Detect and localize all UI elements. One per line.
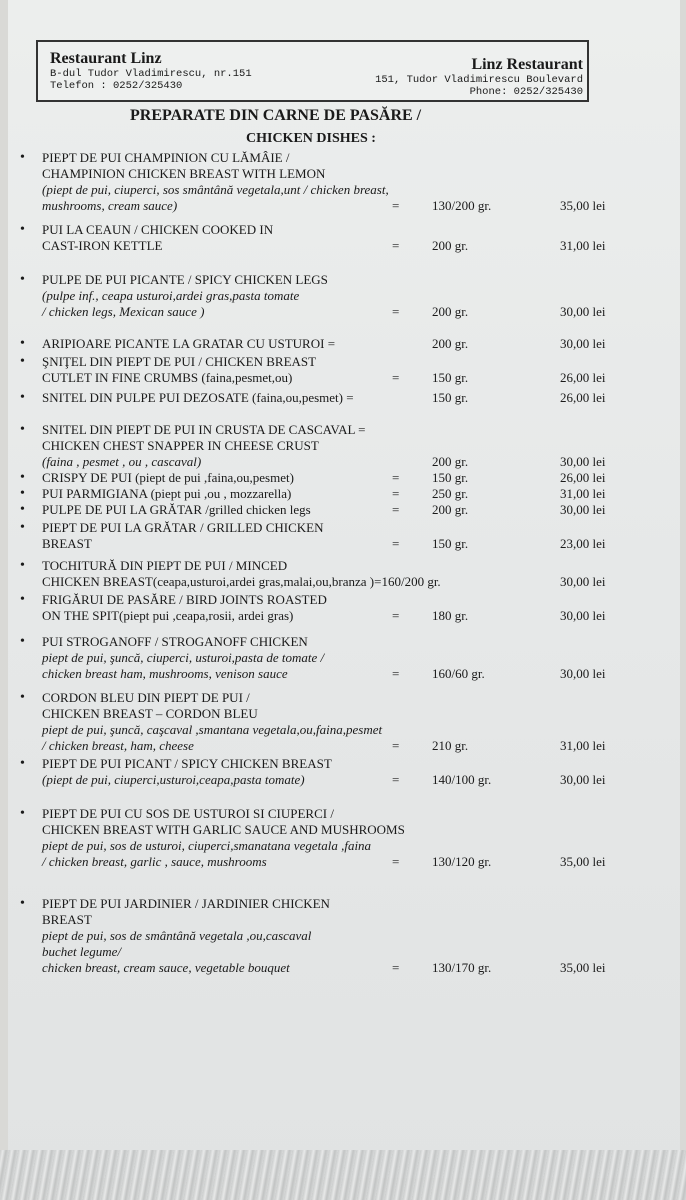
phone-ro: Telefon : 0252/325430: [50, 80, 183, 92]
line-text: BREAST: [42, 536, 92, 551]
address-ro: B-dul Tudor Vladimirescu, nr.151: [50, 68, 252, 80]
equals-sign: =: [392, 502, 400, 517]
line-text: CHICKEN BREAST(ceapa,usturoi,ardei gras,malai,ou,branza )=160/200 gr.: [42, 574, 441, 589]
equals-sign: =: [392, 198, 400, 213]
line-text: CHICKEN BREAST WITH GARLIC SAUCE AND MUSHROOMS: [42, 822, 405, 837]
equals-sign: =: [392, 854, 400, 869]
menu-item: [20, 336, 670, 352]
line-text: ARIPIOARE PICANTE LA GRATAR CU USTUROI =: [42, 336, 336, 351]
dish-weight: 210 gr.: [432, 738, 469, 753]
line-text: ON THE SPIT(piept pui ,ceapa,rosii, ardei gras): [42, 608, 294, 623]
line-text: PUI PARMIGIANA (piept pui ,ou , mozzarella): [42, 486, 292, 501]
dish-weight: 150 gr.: [432, 536, 469, 551]
dish-description: [20, 838, 670, 854]
dish-name: [20, 520, 670, 536]
equals-sign: =: [392, 304, 400, 319]
bullet-icon: •: [20, 336, 25, 351]
dish-weight: 150 gr.: [432, 390, 469, 405]
dish-description: [20, 722, 670, 738]
line-text: CHICKEN BREAST – CORDON BLEU: [42, 706, 258, 721]
dish-weight: 200 gr.: [432, 454, 469, 469]
dish-name: [20, 422, 670, 438]
line-text: CUTLET IN FINE CRUMBS (faina,pesmet,ou): [42, 370, 293, 385]
line-text: SNITEL DIN PIEPT DE PUI IN CRUSTA DE CASCAVAL =: [42, 422, 366, 437]
dish-name: [20, 150, 670, 166]
dish-price: 35,00 lei: [560, 960, 606, 975]
menu-item: [20, 520, 670, 552]
address-en: 151, Tudor Vladimirescu Boulevard: [375, 74, 583, 86]
dish-description: [20, 912, 670, 928]
dish-name: [20, 272, 670, 288]
dish-name: [20, 592, 670, 608]
bullet-icon: •: [20, 520, 25, 535]
dish-description: [20, 288, 670, 304]
menu-item: [20, 690, 670, 754]
dish-price: 31,00 lei: [560, 738, 606, 753]
menu-item: [20, 422, 670, 470]
line-text: FRIGĂRUI DE PASĂRE / BIRD JOINTS ROASTED: [42, 592, 327, 607]
bullet-icon: •: [20, 272, 25, 287]
line-text: PIEPT DE PUI CHAMPINION CU LĂMÂIE /: [42, 150, 290, 165]
restaurant-name-en: Linz Restaurant: [471, 56, 583, 73]
line-text: PIEPT DE PUI LA GRĂTAR / GRILLED CHICKEN: [42, 520, 324, 535]
dish-description: [20, 928, 670, 944]
equals-sign: =: [392, 666, 400, 681]
equals-sign: =: [392, 470, 400, 485]
menu-item: [20, 390, 670, 406]
dish-price: 30,00 lei: [560, 336, 606, 351]
line-text: PUI LA CEAUN / CHICKEN COOKED IN: [42, 222, 274, 237]
line-text: PIEPT DE PUI PICANT / SPICY CHICKEN BREAST: [42, 756, 332, 771]
bullet-icon: •: [20, 470, 25, 485]
dish-description: [20, 182, 670, 198]
line-text: CRISPY DE PUI (piept de pui ,faina,ou,pesmet): [42, 470, 294, 485]
line-text: (faina , pesmet , ou , cascaval): [42, 454, 202, 469]
line-text: piept de pui, sos de usturoi, ciuperci,smanatana vegetala ,faina: [42, 838, 372, 853]
line-text: SNITEL DIN PULPE PUI DEZOSATE (faina,ou,pesmet) =: [42, 390, 354, 405]
bullet-icon: •: [20, 502, 25, 517]
equals-sign: =: [392, 960, 400, 975]
dish-weight: 180 gr.: [432, 608, 469, 623]
menu-item: [20, 150, 670, 214]
line-text: PULPE DE PUI LA GRĂTAR /grilled chicken legs: [42, 502, 311, 517]
line-text: chicken breast ham, mushrooms, venison sauce: [42, 666, 288, 681]
bullet-icon: •: [20, 222, 25, 237]
dish-description: [20, 650, 670, 666]
dish-price: 30,00 lei: [560, 666, 606, 681]
line-text: CORDON BLEU DIN PIEPT DE PUI /: [42, 690, 250, 705]
bullet-icon: •: [20, 558, 25, 573]
line-text: chicken breast, cream sauce, vegetable bouquet: [42, 960, 290, 975]
dish-description: [20, 438, 670, 454]
dish-price: 26,00 lei: [560, 470, 606, 485]
dish-weight: 200 gr.: [432, 336, 469, 351]
line-text: buchet legume/: [42, 944, 122, 959]
dish-price: 35,00 lei: [560, 854, 606, 869]
plastic-sleeve-edge: [0, 1150, 686, 1200]
equals-sign: =: [392, 370, 400, 385]
bullet-icon: •: [20, 634, 25, 649]
dish-weight: 200 gr.: [432, 304, 469, 319]
line-text: / chicken legs, Mexican sauce ): [42, 304, 205, 319]
bullet-icon: •: [20, 592, 25, 607]
dish-price: 26,00 lei: [560, 390, 606, 405]
line-text: BREAST: [42, 912, 92, 927]
dish-name: [20, 634, 670, 650]
dish-name: [20, 756, 670, 772]
menu-item: [20, 896, 670, 976]
dish-name: [20, 896, 670, 912]
dish-description: [20, 706, 670, 722]
line-text: TOCHITURĂ DIN PIEPT DE PUI / MINCED: [42, 558, 288, 573]
menu-item: [20, 558, 670, 590]
bullet-icon: •: [20, 390, 25, 405]
dish-price: 30,00 lei: [560, 502, 606, 517]
line-text: CAST-IRON KETTLE: [42, 238, 163, 253]
dish-price: 30,00 lei: [560, 454, 606, 469]
line-text: PUI STROGANOFF / STROGANOFF CHICKEN: [42, 634, 308, 649]
dish-name: [20, 354, 670, 370]
dish-description: [20, 166, 670, 182]
line-text: (pulpe inf., ceapa usturoi,ardei gras,pasta tomate: [42, 288, 300, 303]
dish-weight: 140/100 gr.: [432, 772, 492, 787]
equals-sign: =: [392, 738, 400, 753]
menu-item: [20, 756, 670, 788]
line-text: PIEPT DE PUI JARDINIER / JARDINIER CHICKEN: [42, 896, 330, 911]
line-text: CHAMPINION CHICKEN BREAST WITH LEMON: [42, 166, 326, 181]
dish-name: [20, 222, 670, 238]
line-text: / chicken breast, ham, cheese: [42, 738, 194, 753]
line-text: mushrooms, cream sauce): [42, 198, 178, 213]
dish-price: 30,00 lei: [560, 608, 606, 623]
bullet-icon: •: [20, 422, 25, 437]
line-text: ŞNIŢEL DIN PIEPT DE PUI / CHICKEN BREAST: [42, 354, 317, 369]
line-text: / chicken breast, garlic , sauce, mushrooms: [42, 854, 267, 869]
section-title-en: CHICKEN DISHES :: [246, 131, 376, 146]
menu-item: [20, 806, 670, 870]
dish-weight: 130/120 gr.: [432, 854, 492, 869]
line-text: (piept de pui, ciuperci, sos smântână vegetala,unt / chicken breast,: [42, 182, 389, 197]
bullet-icon: •: [20, 150, 25, 165]
line-text: piept de pui, sos de smântână vegetala ,ou,cascaval: [42, 928, 312, 943]
menu-item: [20, 354, 670, 386]
bullet-icon: •: [20, 486, 25, 501]
bullet-icon: •: [20, 896, 25, 911]
equals-sign: =: [392, 772, 400, 787]
line-text: PULPE DE PUI PICANTE / SPICY CHICKEN LEGS: [42, 272, 328, 287]
menu-item: [20, 634, 670, 682]
dish-price: 31,00 lei: [560, 238, 606, 253]
dish-weight: 250 gr.: [432, 486, 469, 501]
line-text: CHICKEN CHEST SNAPPER IN CHEESE CRUST: [42, 438, 319, 453]
dish-name: [20, 806, 670, 822]
bullet-icon: •: [20, 690, 25, 705]
dish-weight: 150 gr.: [432, 370, 469, 385]
dish-price: 31,00 lei: [560, 486, 606, 501]
dish-weight: 130/200 gr.: [432, 198, 492, 213]
bullet-icon: •: [20, 806, 25, 821]
equals-sign: =: [392, 608, 400, 623]
bullet-icon: •: [20, 354, 25, 369]
menu-item: [20, 486, 670, 502]
dish-weight: 160/60 gr.: [432, 666, 485, 681]
line-text: piept de pui, şuncă, ciuperci, usturoi,pasta de tomate /: [42, 650, 325, 665]
dish-price: 23,00 lei: [560, 536, 606, 551]
equals-sign: =: [392, 486, 400, 501]
menu-item: [20, 470, 670, 486]
dish-weight: 130/170 gr.: [432, 960, 492, 975]
dish-name: [20, 690, 670, 706]
line-text: PIEPT DE PUI CU SOS DE USTUROI SI CIUPERCI /: [42, 806, 334, 821]
phone-en: Phone: 0252/325430: [469, 86, 583, 98]
header-left: [50, 50, 252, 92]
dish-weight: 200 gr.: [432, 238, 469, 253]
dish-price: 30,00 lei: [560, 574, 606, 589]
section-title-ro: PREPARATE DIN CARNE DE PASĂRE /: [130, 107, 422, 124]
line-text: (piept de pui, ciuperci,usturoi,ceapa,pasta tomate): [42, 772, 305, 787]
dish-price: 30,00 lei: [560, 772, 606, 787]
restaurant-header: [36, 40, 589, 102]
menu-item: [20, 502, 670, 518]
dish-weight: 150 gr.: [432, 470, 469, 485]
line-text: piept de pui, şuncă, caşcaval ,smantana vegetala,ou,faina,pesmet: [42, 722, 383, 737]
menu-item: [20, 222, 670, 254]
bullet-icon: •: [20, 756, 25, 771]
dish-price: 26,00 lei: [560, 370, 606, 385]
dish-price: 30,00 lei: [560, 304, 606, 319]
dish-description: [20, 822, 670, 838]
dish-price: 35,00 lei: [560, 198, 606, 213]
restaurant-name-ro: Restaurant Linz: [50, 50, 162, 67]
equals-sign: =: [392, 238, 400, 253]
header-right: [375, 56, 583, 98]
menu-item: [20, 272, 670, 320]
dish-name: [20, 558, 670, 574]
dish-description: [20, 944, 670, 960]
dish-weight: 200 gr.: [432, 502, 469, 517]
menu-item: [20, 592, 670, 624]
equals-sign: =: [392, 536, 400, 551]
